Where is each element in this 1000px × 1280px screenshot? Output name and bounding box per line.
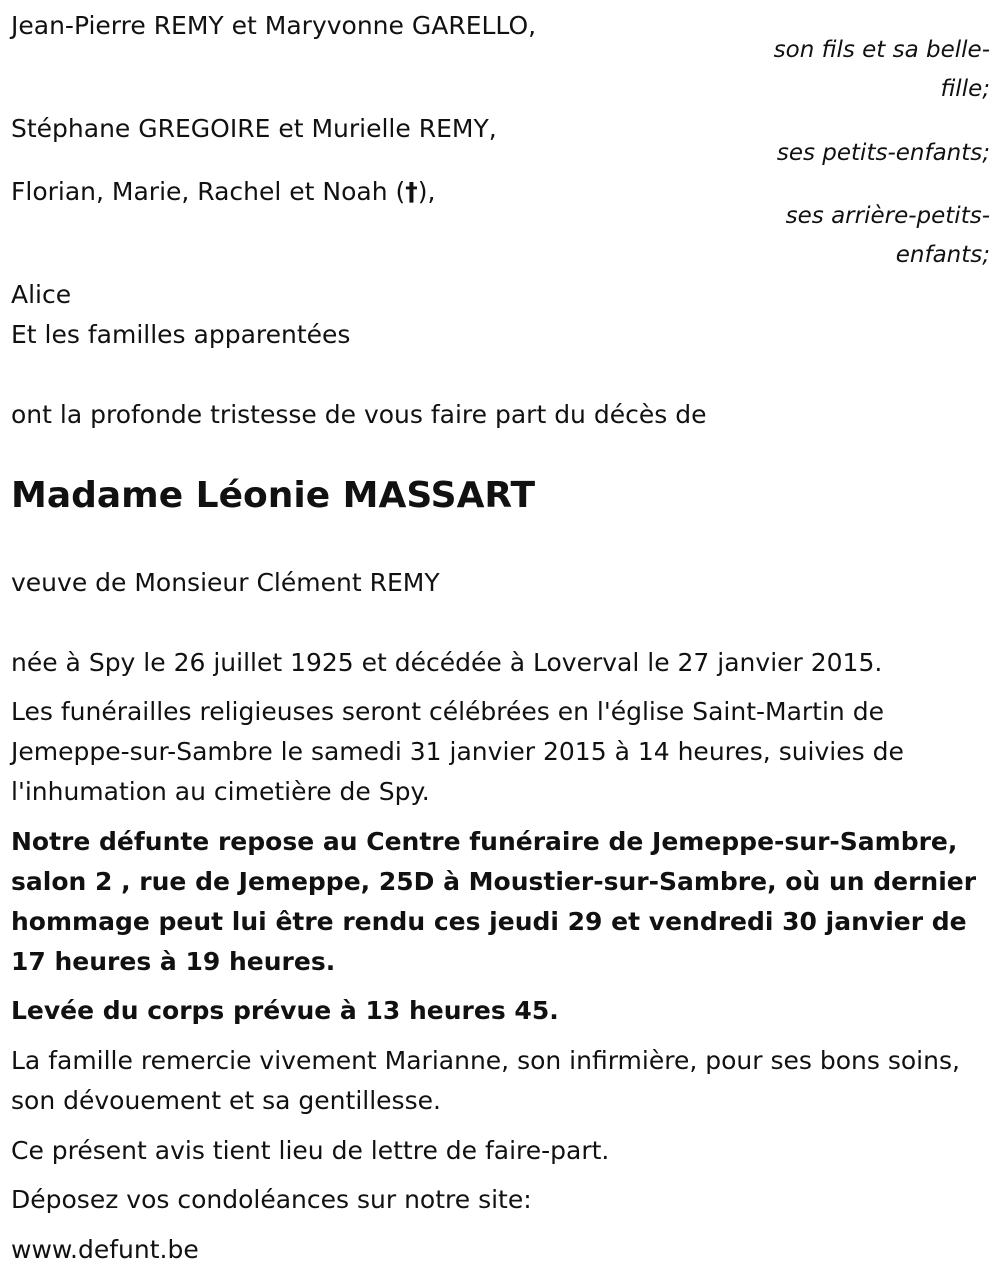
website-link[interactable]: www.defunt.be <box>11 1235 199 1264</box>
family-line-3-names: Florian, Marie, Rachel et Noah ( <box>11 177 406 206</box>
birth-death-dates: née à Spy le 26 juillet 1925 et décédée à Loverval le 27 janvier 2015. <box>11 648 883 677</box>
condolences: Déposez vos condoléances sur notre site: <box>11 1185 532 1214</box>
family-line-3-end: ), <box>417 177 436 206</box>
levee-du-corps: Levée du corps prévue à 13 heures 45. <box>11 996 559 1025</box>
funeral-service: Les funérailles religieuses seront célébrées en l'église Saint-Martin de Jemeppe-sur-Sambre le samedi 31 janvier 2015 à 14 heures, suivies de l'inhumation au cimetière de Spy. <box>11 697 904 806</box>
cross-icon: † <box>405 177 418 206</box>
repose-info: Notre défunte repose au Centre funéraire de Jemeppe-sur-Sambre, salon 2 , rue de Jemeppe, 25D à Moustier-sur-Sambre, où un dernier hommage peut lui être rendu ces jeudi 29 et vendredi 30 janvier de 17 heures à 19 heures. <box>11 827 977 976</box>
family-line-4: Alice <box>11 280 72 309</box>
relation-1-line-b: fille; <box>940 76 990 102</box>
family-line-2: Stéphane GREGOIRE et Murielle REMY, <box>11 114 497 143</box>
thanks: La famille remercie vivement Marianne, son infirmière, pour ses bons soins, son dévouement et sa gentillesse. <box>11 1046 960 1115</box>
relation-1-line-a: son fils et sa belle- <box>773 37 990 63</box>
relation-3-line-a: ses arrière-petits- <box>785 203 990 229</box>
family-line-5: Et les familles apparentées <box>11 320 351 349</box>
deceased-name: Madame Léonie MASSART <box>11 475 536 516</box>
relation-2: ses petits-enfants; <box>776 140 990 166</box>
notice: Ce présent avis tient lieu de lettre de faire-part. <box>11 1136 610 1165</box>
announcement: ont la profonde tristesse de vous faire part du décès de <box>11 400 707 429</box>
relation-3-line-b: enfants; <box>895 242 990 268</box>
family-line-1: Jean-Pierre REMY et Maryvonne GARELLO, <box>11 11 537 40</box>
family-line-3 <box>11 172 436 212</box>
widow-of: veuve de Monsieur Clément REMY <box>11 568 440 597</box>
